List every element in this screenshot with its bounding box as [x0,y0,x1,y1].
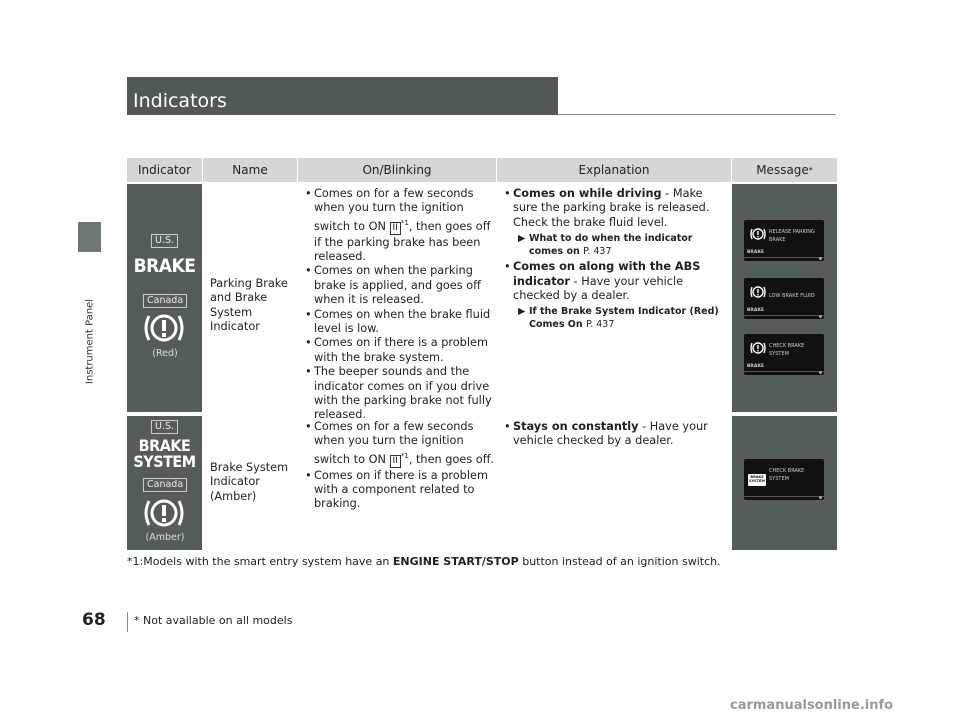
message-display: CHECK BRAKE SYSTEM BRAKE [744,334,824,375]
indicator-color-red: (Red) [152,348,178,359]
message-display: RELEASE PARKING BRAKE BRAKE [744,220,824,261]
list-item: • The beeper sounds and the indicator comes on if you drive with the parking brake not fully released. [305,365,495,423]
cross-reference[interactable]: ▶ If the Brake System Indicator (Red) Comes On P. 437 [518,306,719,331]
footnote-ignition: *1:Models with the smart entry system have an ENGINE START/STOP button instead of an ignition switch. [127,555,721,568]
header-indicator: Indicator [127,158,202,182]
list-item: • Comes on if there is a problem with the brake system. [305,336,495,365]
header-name: Name [203,158,297,182]
message-display: LOW BRAKE FLUID BRAKE [744,278,824,319]
explanation-cell-2 [504,420,728,449]
brake-alert-icon [750,285,766,299]
region-tag-us: U.S. [151,420,178,434]
list-item: • Comes on when the brake fluid level is low. [305,308,495,337]
footnote-availability: * Not available on all models [134,614,293,627]
footer-rule [127,612,128,632]
name-cell-1: Parking Brake and Brake System Indicator [210,277,288,334]
header-on-blinking: On/Blinking [298,158,496,182]
header-explanation: Explanation [497,158,731,182]
list-item: • Comes on while driving - Make sure the parking brake is released. Check the brake fluid level. ▶ What to do when the indicator comes on P. 437 [504,187,728,258]
indicator-color-amber: (Amber) [145,532,185,543]
list-item: • Comes on when the parking brake is applied, and goes off when it is released. [305,264,495,307]
name-cell-2: Brake System Indicator (Amber) [210,461,289,503]
region-tag-us: U.S. [151,234,178,248]
region-tag-canada: Canada [143,478,187,492]
ignition-key-icon: II [390,455,401,468]
chapter-tab [78,222,101,252]
section-label: Instrument Panel [84,298,96,385]
list-item: • Stays on constantly - Have your vehicle checked by a dealer. [504,420,728,449]
brake-alert-icon [143,310,185,346]
region-tag-canada: Canada [143,294,187,308]
title-rule [558,114,836,115]
arrow-icon: ▶ [518,233,526,245]
list-item: • Comes on for a few seconds when you turn the ignition switch to ON II $^{*1}$, then goes off. [305,420,495,469]
cross-reference[interactable]: ▶ What to do when the indicator comes on P. 437 [518,233,693,258]
list-item: • Comes on if there is a problem with a component related to braking. [305,469,495,512]
list-item: • Comes on for a few seconds when you turn the ignition switch to ON II $^{*1}$, then goes off if the parking brake has been released. [305,187,495,264]
on-blinking-cell-2 [305,420,495,512]
on-blinking-cell-1 [305,187,495,423]
list-item: • Comes on along with the ABS indicator - Have your vehicle checked by a dealer. ▶ If the Brake System Indicator (Red) Comes On P. 437 [504,260,728,331]
brake-alert-icon [143,495,185,531]
explanation-cell-1 [504,187,728,333]
brake-alert-icon [750,341,766,355]
header-message: Message * [732,158,837,182]
page-title: Indicators [133,90,227,112]
ignition-key-icon: II [390,222,401,235]
arrow-icon: ▶ [518,306,526,318]
message-display: BRAKE SYSTEM CHECK BRAKE SYSTEM [744,459,824,500]
watermark: carmanualsonline.info [730,698,894,713]
brake-system-icon: BRAKE SYSTEM [748,474,766,486]
brake-text-icon: BRAKE [133,255,196,277]
brake-system-text-icon: BRAKE SYSTEM [133,436,196,471]
brake-alert-icon [750,227,766,241]
page-number: 68 [82,610,106,630]
